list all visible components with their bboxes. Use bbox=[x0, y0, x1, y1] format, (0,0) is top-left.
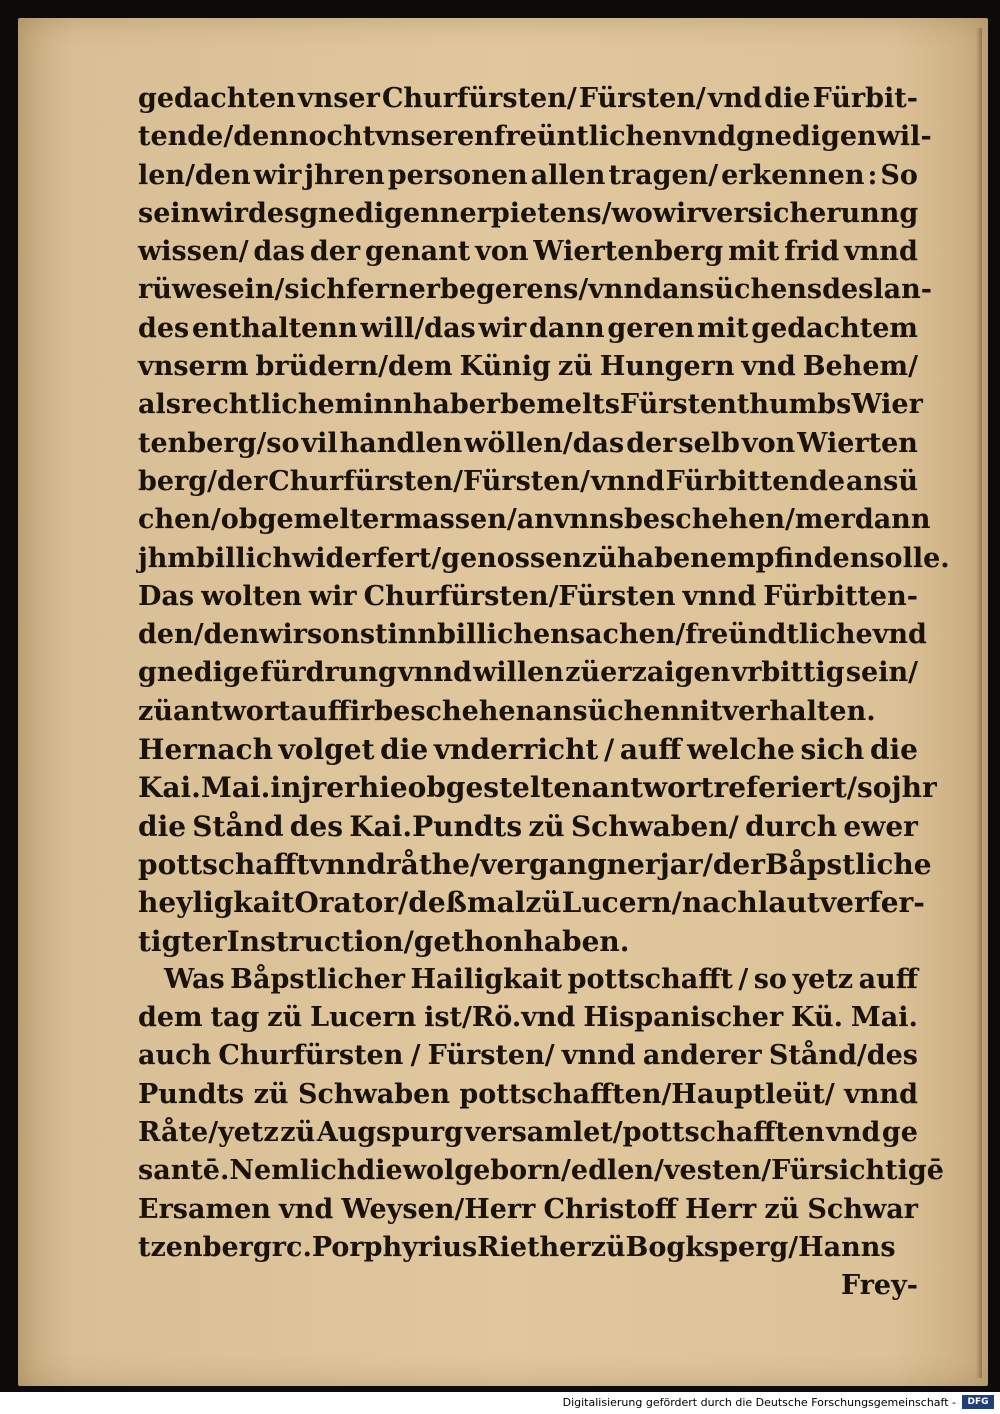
text-line: gedachten vnser Churfürsten/ Fürsten/ vnd die Fürbit- bbox=[138, 83, 918, 114]
text-line: rüwe sein/sich ferner begerens/ vnnd ansüchens des lan- bbox=[138, 274, 932, 306]
page-text bbox=[138, 80, 950, 1306]
text-line: jhm billich widerfert/genossen zü haben empfinden solle. bbox=[138, 542, 950, 574]
paragraph-pottschafft bbox=[138, 961, 944, 1267]
catchword: Frey- bbox=[841, 1270, 918, 1302]
text-line: vnserm brüdern/dem Künig zü Hungern vnd Behem/ bbox=[138, 351, 918, 383]
text-line: Ersamen vnd Weysen/Herr Christoff Herr zü Schwar bbox=[138, 1193, 918, 1225]
text-line: des enthaltenn will/das wir dann geren mit gedachtem bbox=[138, 312, 918, 344]
text-line: dem tag zü Lucern ist/Rö.vnd Hispanischer Kü. Mai. bbox=[138, 1002, 918, 1034]
text-line: den/den wir sonst inn billichen sachen/ freündtliche vnd bbox=[138, 619, 927, 651]
text-line: tenberg/so vil handlen wöllen/das der selb von Wierten bbox=[138, 427, 918, 459]
text-line: len/den wir jhren personen allen tragen/ erkennen : So bbox=[138, 159, 918, 191]
text-line: santē.Nemlich die wolgeborn/edlen/vesten/Fürsichtigē bbox=[138, 1155, 944, 1187]
text-line: die Stånd des Kai.Pundts zü Schwaben/ durch ewer bbox=[138, 809, 918, 843]
text-line: chen/obgemelter massen/an vnns beschehen / mer dann bbox=[138, 504, 931, 536]
dfg-logo: DFG bbox=[962, 1395, 994, 1409]
text-line: gnedige fürdrung vnnd willen züerzaigen vrbittig sein/ bbox=[138, 657, 918, 689]
text-line: Hernach volget die vnderricht / auff welche sich die bbox=[138, 733, 918, 767]
text-line: zü antwort auff ir beschehen ansüchen nit verhalten. bbox=[138, 695, 876, 727]
text-line: Kai.Mai.in jrer hie obgestelten antwort referiert/ so jhr bbox=[138, 771, 937, 805]
section-heading bbox=[138, 731, 937, 961]
digitization-footer bbox=[0, 1392, 1000, 1414]
text-line: als rechtlichem innhaber bemelts Fürstenthumbs Wier bbox=[138, 389, 923, 421]
text-line: Pundts zü Schwaben pottschafften/Hauptleüt/ vnnd bbox=[138, 1078, 918, 1110]
text-line: sein wir des gnedigenn erpietens/wo wir versicherunng bbox=[138, 197, 919, 229]
text-line: tigter Instruction/gethon haben. bbox=[138, 924, 630, 958]
text-line: berg/der Churfürsten/Fürsten/ vnnd Fürbittende ansü bbox=[138, 465, 918, 497]
text-line: Råte/yetz zü Augspurg versamlet/pottschafften vnd ge bbox=[138, 1117, 918, 1149]
text-line: auch Churfürsten / Fürsten/ vnnd anderer Stånd/des bbox=[138, 1040, 918, 1072]
catchword-line bbox=[138, 1267, 918, 1305]
text-line: heyligkait Orator/deßmal zü Lucern/nach laut verfer- bbox=[138, 886, 925, 920]
text-line: tende/dennocht vnseren freüntlichen vnd gnedigen wil- bbox=[138, 121, 932, 153]
page-edge-shadow bbox=[976, 28, 982, 1378]
text-line: pottschafft vnnd råthe/vergangner jar/ der Båpstliche bbox=[138, 847, 932, 881]
text-line: Was Båpstlicher Hailigkait pottschafft / so yetz auff bbox=[164, 963, 918, 995]
text-line: tzenberg rc.Porphyrius Riether zü Bogksperg/Hanns bbox=[138, 1231, 896, 1263]
text-line: Das wolten wir Churfürsten/Fürsten vnnd Fürbitten- bbox=[138, 580, 918, 612]
text-line: wissen/ das der genant von Wiertenberg mit frid vnnd bbox=[138, 236, 918, 268]
footer-credit: Digitalisierung gefördert durch die Deutsche Forschungsgemeinschaft - bbox=[562, 1396, 956, 1409]
paragraph-continuation bbox=[138, 80, 950, 731]
